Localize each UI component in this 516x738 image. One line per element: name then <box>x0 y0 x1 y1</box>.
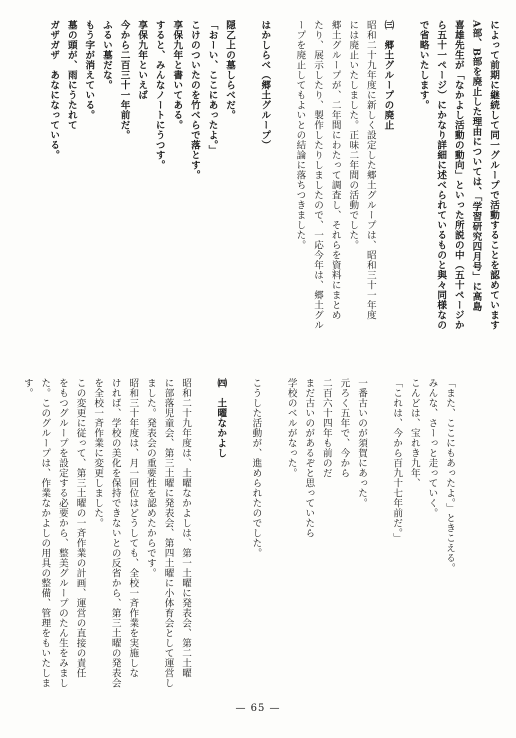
body-line: ました。発表会の重要性を認めたからです。 <box>144 378 156 578</box>
body-line: この変更に従って、第三土曜の一斉作業の計画、運営の直接の責任 <box>74 378 86 678</box>
poem-line: 二百六十四年も前のだ <box>320 378 332 478</box>
spacer <box>264 378 282 683</box>
lower-text-block <box>18 378 458 688</box>
spacer <box>194 378 212 683</box>
report-line: ら五十一ページ）にかなり詳細に述べられているものと與々同様なの <box>435 20 447 330</box>
poem-line: 墓の頭が、雨にうたれて <box>65 20 77 130</box>
poem-line: 「これは、今から百九十七年前だ。」 <box>391 378 403 544</box>
spacer <box>229 378 247 683</box>
poem-line: 隠乙上の墓しらべだ。 <box>224 20 236 120</box>
body-line: 郷土グループが、二年間にわたって調査し、それらを資料にまとめ <box>329 20 341 320</box>
body-line: す。 <box>21 378 33 398</box>
body-line: 昭和三十年度は、月一回位はどうしても、全校一斉作業を実施しな <box>127 378 139 678</box>
poem-line: みんな、さーっと走っていく。 <box>426 378 438 518</box>
body-line: には廃止いたしました。正味二年間の活動でした。 <box>347 20 359 250</box>
body-line: に部落児童会、第三土曜に発表会、第四土曜に小体育会として運営し <box>162 378 174 688</box>
poem-line: 享保九年と書いてある。 <box>171 20 183 130</box>
report-line: によって前期に継続して同一グループで活動することを認めています <box>488 20 499 330</box>
body-line: をもつグループを設定する必要から、整美グループのたん生をみまし <box>56 378 68 688</box>
poem-line: すると、みんなノートにうつす。 <box>153 20 165 170</box>
poem-line: 「おーい、ここにあったよ。」 <box>206 20 218 156</box>
poem-line: こけのついたのを竹べらで落とす。 <box>188 20 200 180</box>
upper-text-block <box>45 20 502 355</box>
poem-line: 一番古いのが須賀にあった。 <box>356 378 368 508</box>
poem-line: 「また、ここにもあったよ。」ときこえる。 <box>444 378 455 574</box>
body-line: 昭和二十九年度に新しく設定した郷土グループは、昭和三十一年度 <box>364 20 376 320</box>
poem-line: もう字が消えている。 <box>83 20 95 120</box>
poem-line: 今から二百三十一年前だ。 <box>118 20 130 140</box>
poem-line: こんどは、宝れき九年、 <box>408 378 420 488</box>
body-line: たり、展示したり、製作したりしましたので、一応今年は、郷土グル <box>312 20 324 330</box>
poem-line: まだ古いのがあるぞと思っていたら <box>303 378 315 538</box>
report-line: A部、B部を廃止した理由については、「学習研究四月号」に高島 <box>470 20 482 312</box>
spacer <box>238 20 256 355</box>
body-line: 昭和二十九年度は、土曜なかよしは、第一土曜に発表会、第二土曜 <box>180 378 192 678</box>
body-line: を全校一斉作業に変更しました。 <box>92 378 104 528</box>
section-heading-3: ㈢ 郷土グループの廃止 <box>382 20 394 130</box>
poem-line: 学校のベルがなった。 <box>285 378 297 478</box>
section-heading-4: ㈣ 土曜なかよし <box>215 378 227 458</box>
poem-line: 享保九年といえば <box>136 20 148 100</box>
report-line: で省略いたします。 <box>417 20 429 110</box>
poem-line: 元ろく五年で、今から <box>338 378 350 478</box>
page-number: — 65 — <box>235 703 281 714</box>
poem-title: はかしらべ（郷土グループ） <box>259 20 271 150</box>
poem-line: ガザガザ あなになっている。 <box>48 20 60 160</box>
spacer <box>370 378 388 683</box>
body-line: ければ、学校の美化を保持できないとの反省から、第三土曜の発表会 <box>109 378 121 688</box>
poem-line: ふるい墓だな。 <box>100 20 112 90</box>
body-line: た。このグループは、作業なかよしの用具の整備、管理をもいたしま <box>39 378 51 688</box>
spacer <box>396 20 414 355</box>
closing-line: こうした活動が、進められたのでした。 <box>250 378 262 558</box>
spacer <box>273 20 291 355</box>
report-line: 喜雄先生が「なかよし活動の動向」といった所説の中（五十ページか <box>452 20 464 330</box>
body-line: ープを廃止してもよいとの結論に落ちつきました。 <box>294 20 306 250</box>
